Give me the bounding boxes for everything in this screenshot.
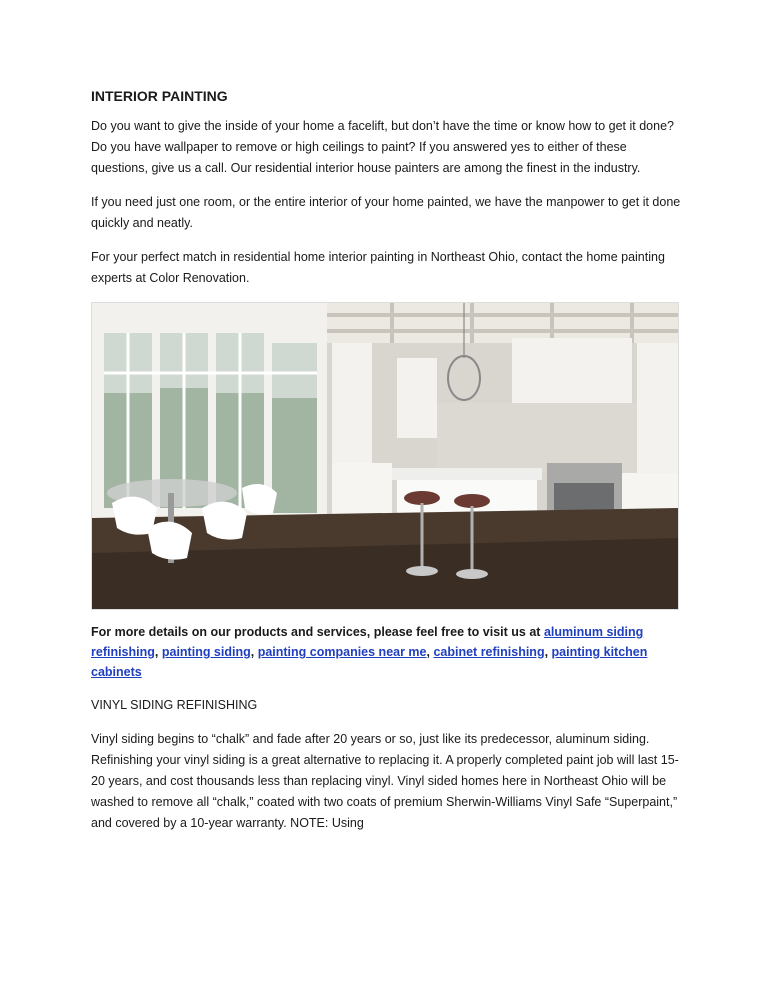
section-heading-vinyl: VINYL SIDING REFINISHING xyxy=(91,698,258,712)
link-painting-companies-near-me[interactable]: painting companies near me xyxy=(257,645,427,659)
kitchen-photo xyxy=(91,302,679,610)
vinyl-paragraph: Vinyl siding begins to “chalk” and fade after 20 years or so, just like its predecessor, aluminum siding. Refinishing your vinyl siding is a great alternative to replacing it. A properly completed paint job will last 15-20 years, and cost thousands less than replacing vinyl. Vinyl sided homes here in Northeast Ohio will be washed to remove all “chalk,” coated with two coats of premium Sherwin-Williams Vinyl Safe “Superpaint,” and covered by a 10-year warranty. NOTE: Using xyxy=(91,732,679,830)
document-content xyxy=(91,88,681,847)
manpower-paragraph: If you need just one room, or the entire interior of your home painted, we have the manpower to get it done quickly and neatly. xyxy=(91,195,681,230)
intro-paragraph: Do you want to give the inside of your home a facelift, but don’t have the time or know how to get it done? Do you have wallpaper to remove or high ceilings to paint? If you answered yes to either of these questions, give us a call. Our residential interior house painters are among the finest in the industry. xyxy=(91,119,674,175)
more-details-lead: For more details on our products and services, please feel free to visit us at xyxy=(91,625,541,639)
page-title: INTERIOR PAINTING xyxy=(91,88,228,104)
link-painting-siding[interactable]: painting siding xyxy=(161,645,251,659)
link-cabinet-refinishing[interactable]: cabinet refinishing xyxy=(433,645,545,659)
more-details-paragraph: For more details on our products and services, please feel free to visit us at aluminum siding refinishing, painting siding, painting companies near me, cabinet refinishing, painting kitchen cabinets xyxy=(91,625,648,679)
link-aluminum-siding-refinishing[interactable]: aluminum siding refinishing xyxy=(91,625,644,659)
contact-paragraph: For your perfect match in residential home interior painting in Northeast Ohio, contact the home painting experts at Color Renovation. xyxy=(91,250,665,285)
link-painting-kitchen-cabinets[interactable]: painting kitchen cabinets xyxy=(91,645,648,679)
